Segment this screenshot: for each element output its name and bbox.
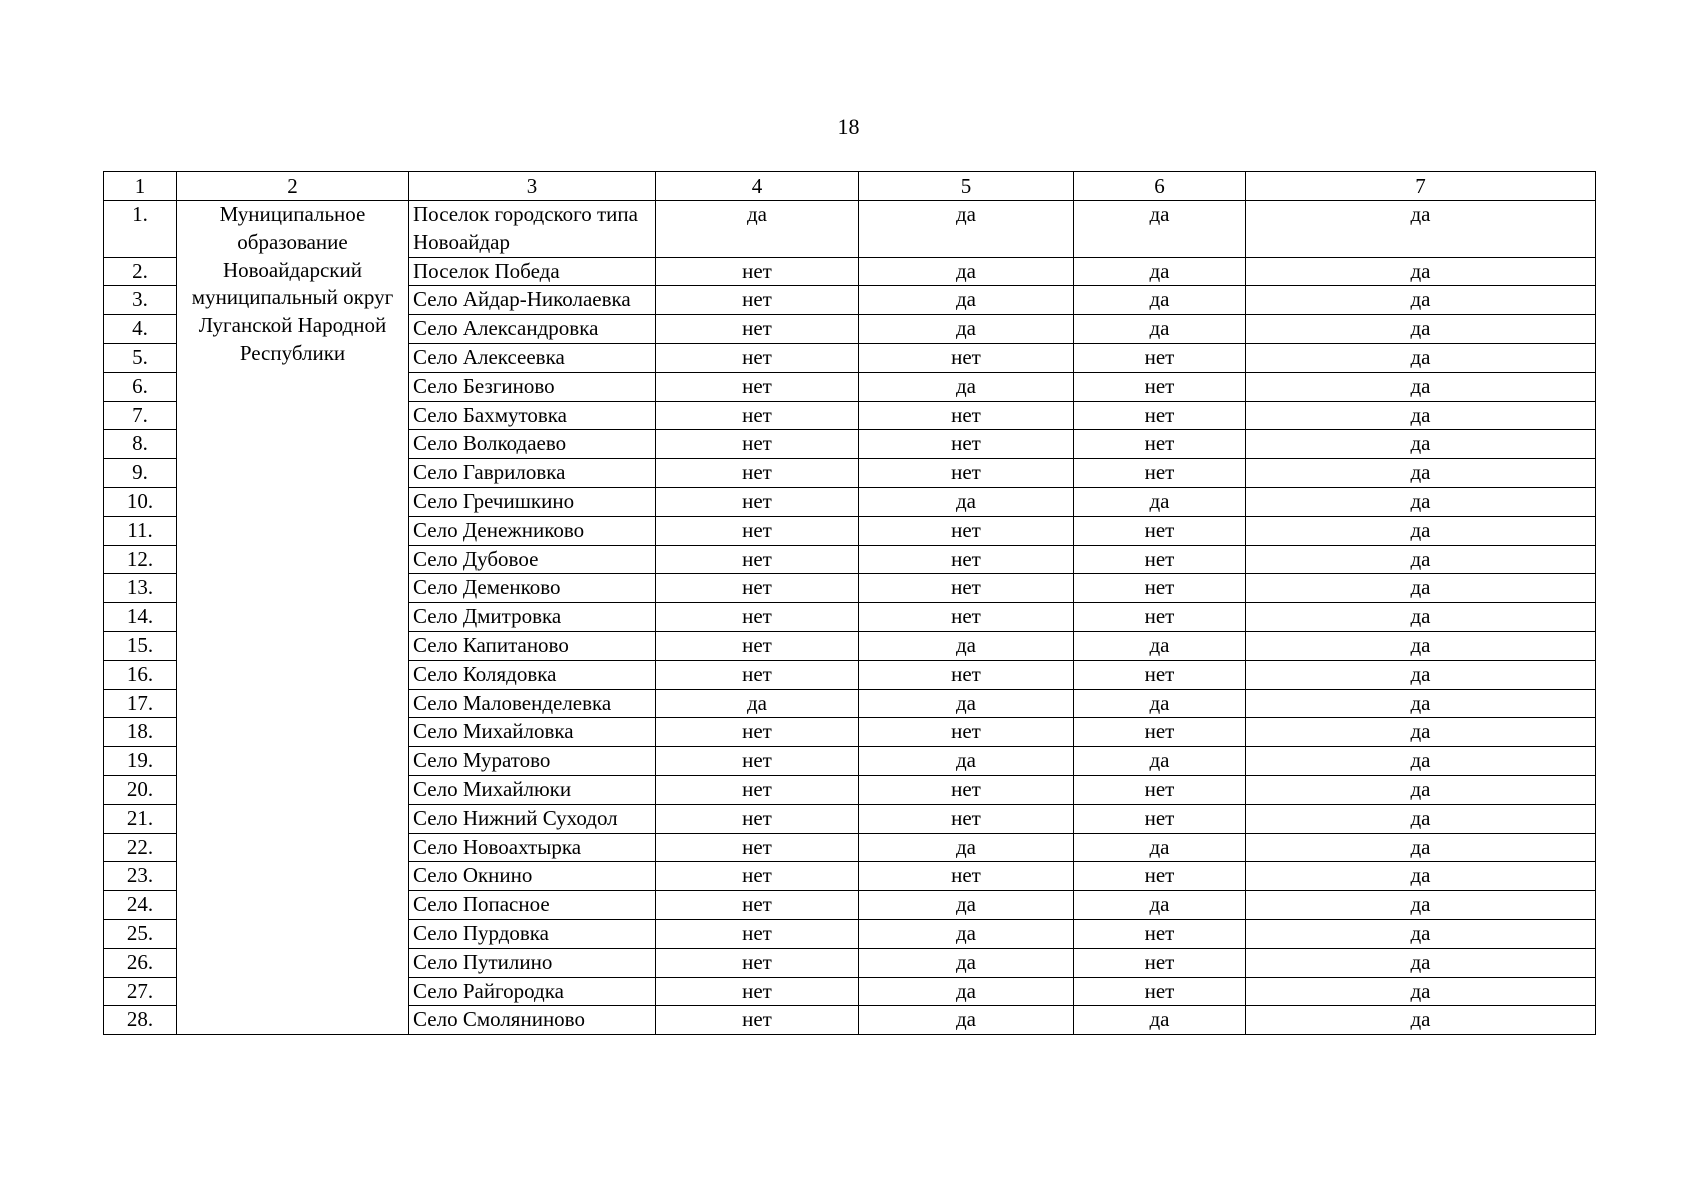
- value-cell-c5: нет: [859, 459, 1074, 488]
- row-number: 23.: [104, 862, 177, 891]
- settlements-table: [103, 171, 1596, 1035]
- value-cell-c4: нет: [656, 372, 859, 401]
- value-cell-c6: нет: [1074, 804, 1246, 833]
- row-number: 9.: [104, 459, 177, 488]
- value-cell-c4: нет: [656, 401, 859, 430]
- value-cell-c7: да: [1246, 372, 1596, 401]
- value-cell-c5: нет: [859, 516, 1074, 545]
- row-number: 7.: [104, 401, 177, 430]
- value-cell-c5: да: [859, 631, 1074, 660]
- settlement-name: Село Путилино: [409, 948, 656, 977]
- value-cell-c7: да: [1246, 574, 1596, 603]
- value-cell-c5: нет: [859, 603, 1074, 632]
- settlement-name: Село Дмитровка: [409, 603, 656, 632]
- settlement-name: Село Михайлюки: [409, 775, 656, 804]
- value-cell-c6: нет: [1074, 919, 1246, 948]
- value-cell-c5: да: [859, 747, 1074, 776]
- settlement-name: Село Новоахтырка: [409, 833, 656, 862]
- value-cell-c7: да: [1246, 201, 1596, 258]
- settlement-name: Село Капитаново: [409, 631, 656, 660]
- row-number: 17.: [104, 689, 177, 718]
- value-cell-c6: нет: [1074, 545, 1246, 574]
- value-cell-c4: нет: [656, 487, 859, 516]
- value-cell-c4: нет: [656, 919, 859, 948]
- value-cell-c7: да: [1246, 516, 1596, 545]
- value-cell-c6: да: [1074, 315, 1246, 344]
- value-cell-c7: да: [1246, 804, 1596, 833]
- settlement-name: Село Окнино: [409, 862, 656, 891]
- value-cell-c7: да: [1246, 833, 1596, 862]
- settlement-name: Село Денежниково: [409, 516, 656, 545]
- row-number: 12.: [104, 545, 177, 574]
- settlement-name: Село Маловенделевка: [409, 689, 656, 718]
- value-cell-c4: нет: [656, 775, 859, 804]
- value-cell-c7: да: [1246, 603, 1596, 632]
- settlement-name: Село Колядовка: [409, 660, 656, 689]
- value-cell-c7: да: [1246, 862, 1596, 891]
- value-cell-c7: да: [1246, 430, 1596, 459]
- value-cell-c5: нет: [859, 574, 1074, 603]
- settlement-name: Село Попасное: [409, 891, 656, 920]
- row-number: 5.: [104, 343, 177, 372]
- value-cell-c6: да: [1074, 286, 1246, 315]
- value-cell-c5: да: [859, 948, 1074, 977]
- value-cell-c4: нет: [656, 977, 859, 1006]
- row-number: 21.: [104, 804, 177, 833]
- value-cell-c5: нет: [859, 804, 1074, 833]
- value-cell-c5: да: [859, 487, 1074, 516]
- row-number: 18.: [104, 718, 177, 747]
- value-cell-c6: нет: [1074, 718, 1246, 747]
- header-cell: 2: [177, 172, 409, 201]
- value-cell-c5: да: [859, 315, 1074, 344]
- value-cell-c6: нет: [1074, 372, 1246, 401]
- value-cell-c4: нет: [656, 948, 859, 977]
- row-number: 20.: [104, 775, 177, 804]
- settlement-name: Село Смоляниново: [409, 1006, 656, 1035]
- value-cell-c6: да: [1074, 487, 1246, 516]
- row-number: 8.: [104, 430, 177, 459]
- value-cell-c6: да: [1074, 689, 1246, 718]
- row-number: 26.: [104, 948, 177, 977]
- value-cell-c5: да: [859, 919, 1074, 948]
- row-number: 24.: [104, 891, 177, 920]
- value-cell-c7: да: [1246, 718, 1596, 747]
- value-cell-c7: да: [1246, 257, 1596, 286]
- value-cell-c5: да: [859, 372, 1074, 401]
- settlement-name: Село Михайловка: [409, 718, 656, 747]
- value-cell-c6: нет: [1074, 343, 1246, 372]
- value-cell-c7: да: [1246, 689, 1596, 718]
- value-cell-c5: нет: [859, 430, 1074, 459]
- value-cell-c4: нет: [656, 315, 859, 344]
- value-cell-c4: нет: [656, 286, 859, 315]
- header-cell: 4: [656, 172, 859, 201]
- settlement-name: Село Гречишкино: [409, 487, 656, 516]
- row-number: 22.: [104, 833, 177, 862]
- value-cell-c6: да: [1074, 257, 1246, 286]
- row-number: 16.: [104, 660, 177, 689]
- value-cell-c6: нет: [1074, 574, 1246, 603]
- value-cell-c4: нет: [656, 804, 859, 833]
- header-cell: 1: [104, 172, 177, 201]
- value-cell-c6: да: [1074, 891, 1246, 920]
- row-number: 3.: [104, 286, 177, 315]
- value-cell-c6: нет: [1074, 401, 1246, 430]
- value-cell-c6: нет: [1074, 516, 1246, 545]
- row-number: 28.: [104, 1006, 177, 1035]
- value-cell-c5: нет: [859, 775, 1074, 804]
- value-cell-c7: да: [1246, 1006, 1596, 1035]
- settlement-name: Село Айдар-Николаевка: [409, 286, 656, 315]
- settlement-name: Село Муратово: [409, 747, 656, 776]
- row-number: 10.: [104, 487, 177, 516]
- value-cell-c4: нет: [656, 718, 859, 747]
- value-cell-c5: да: [859, 891, 1074, 920]
- value-cell-c5: да: [859, 977, 1074, 1006]
- settlement-name: Село Гавриловка: [409, 459, 656, 488]
- value-cell-c6: нет: [1074, 775, 1246, 804]
- value-cell-c6: да: [1074, 833, 1246, 862]
- row-number: 1.: [104, 201, 177, 258]
- value-cell-c4: нет: [656, 747, 859, 776]
- settlement-name: Село Пурдовка: [409, 919, 656, 948]
- value-cell-c6: нет: [1074, 430, 1246, 459]
- row-number: 6.: [104, 372, 177, 401]
- row-number: 25.: [104, 919, 177, 948]
- settlement-name: Поселок городского типа Новоайдар: [409, 201, 656, 258]
- value-cell-c6: нет: [1074, 977, 1246, 1006]
- value-cell-c7: да: [1246, 977, 1596, 1006]
- value-cell-c4: нет: [656, 459, 859, 488]
- value-cell-c6: нет: [1074, 948, 1246, 977]
- header-cell: 3: [409, 172, 656, 201]
- value-cell-c4: нет: [656, 574, 859, 603]
- value-cell-c6: нет: [1074, 459, 1246, 488]
- value-cell-c4: да: [656, 689, 859, 718]
- value-cell-c4: нет: [656, 891, 859, 920]
- settlement-name: Село Александровка: [409, 315, 656, 344]
- value-cell-c4: да: [656, 201, 859, 258]
- value-cell-c7: да: [1246, 747, 1596, 776]
- value-cell-c7: да: [1246, 401, 1596, 430]
- value-cell-c4: нет: [656, 516, 859, 545]
- row-number: 2.: [104, 257, 177, 286]
- value-cell-c4: нет: [656, 603, 859, 632]
- value-cell-c7: да: [1246, 343, 1596, 372]
- value-cell-c5: нет: [859, 401, 1074, 430]
- value-cell-c5: нет: [859, 343, 1074, 372]
- settlement-name: Село Волкодаево: [409, 430, 656, 459]
- row-number: 11.: [104, 516, 177, 545]
- municipality-cell: Муниципальное образование Новоайдарский муниципальный округ Луганской Народной Республики: [177, 201, 409, 1035]
- settlement-name: Село Дубовое: [409, 545, 656, 574]
- value-cell-c7: да: [1246, 545, 1596, 574]
- value-cell-c7: да: [1246, 948, 1596, 977]
- value-cell-c5: да: [859, 1006, 1074, 1035]
- settlement-name: Село Бахмутовка: [409, 401, 656, 430]
- value-cell-c5: нет: [859, 862, 1074, 891]
- settlement-name: Поселок Победа: [409, 257, 656, 286]
- value-cell-c4: нет: [656, 257, 859, 286]
- value-cell-c7: да: [1246, 660, 1596, 689]
- row-number: 4.: [104, 315, 177, 344]
- header-cell: 5: [859, 172, 1074, 201]
- value-cell-c5: да: [859, 286, 1074, 315]
- value-cell-c6: да: [1074, 1006, 1246, 1035]
- value-cell-c7: да: [1246, 286, 1596, 315]
- value-cell-c5: нет: [859, 718, 1074, 747]
- settlement-name: Село Нижний Суходол: [409, 804, 656, 833]
- row-number: 15.: [104, 631, 177, 660]
- value-cell-c4: нет: [656, 545, 859, 574]
- value-cell-c7: да: [1246, 315, 1596, 344]
- row-number: 14.: [104, 603, 177, 632]
- header-row: [104, 172, 1596, 201]
- row-number: 27.: [104, 977, 177, 1006]
- value-cell-c5: нет: [859, 660, 1074, 689]
- value-cell-c7: да: [1246, 891, 1596, 920]
- value-cell-c4: нет: [656, 1006, 859, 1035]
- header-cell: 7: [1246, 172, 1596, 201]
- value-cell-c4: нет: [656, 660, 859, 689]
- value-cell-c5: нет: [859, 545, 1074, 574]
- value-cell-c4: нет: [656, 430, 859, 459]
- value-cell-c6: нет: [1074, 862, 1246, 891]
- value-cell-c7: да: [1246, 631, 1596, 660]
- value-cell-c7: да: [1246, 775, 1596, 804]
- table-row: [104, 201, 1596, 258]
- value-cell-c4: нет: [656, 631, 859, 660]
- value-cell-c4: нет: [656, 833, 859, 862]
- value-cell-c6: нет: [1074, 660, 1246, 689]
- value-cell-c6: нет: [1074, 603, 1246, 632]
- value-cell-c5: да: [859, 201, 1074, 258]
- value-cell-c5: да: [859, 257, 1074, 286]
- row-number: 19.: [104, 747, 177, 776]
- page-number: 18: [837, 114, 860, 139]
- settlement-name: Село Райгородка: [409, 977, 656, 1006]
- settlement-name: Село Алексеевка: [409, 343, 656, 372]
- row-number: 13.: [104, 574, 177, 603]
- value-cell-c4: нет: [656, 343, 859, 372]
- value-cell-c7: да: [1246, 459, 1596, 488]
- settlement-name: Село Безгиново: [409, 372, 656, 401]
- value-cell-c5: да: [859, 833, 1074, 862]
- value-cell-c6: да: [1074, 201, 1246, 258]
- value-cell-c6: да: [1074, 631, 1246, 660]
- value-cell-c6: да: [1074, 747, 1246, 776]
- value-cell-c5: да: [859, 689, 1074, 718]
- table-body: [104, 201, 1596, 1035]
- value-cell-c4: нет: [656, 862, 859, 891]
- settlement-name: Село Деменково: [409, 574, 656, 603]
- header-cell: 6: [1074, 172, 1246, 201]
- value-cell-c7: да: [1246, 919, 1596, 948]
- value-cell-c7: да: [1246, 487, 1596, 516]
